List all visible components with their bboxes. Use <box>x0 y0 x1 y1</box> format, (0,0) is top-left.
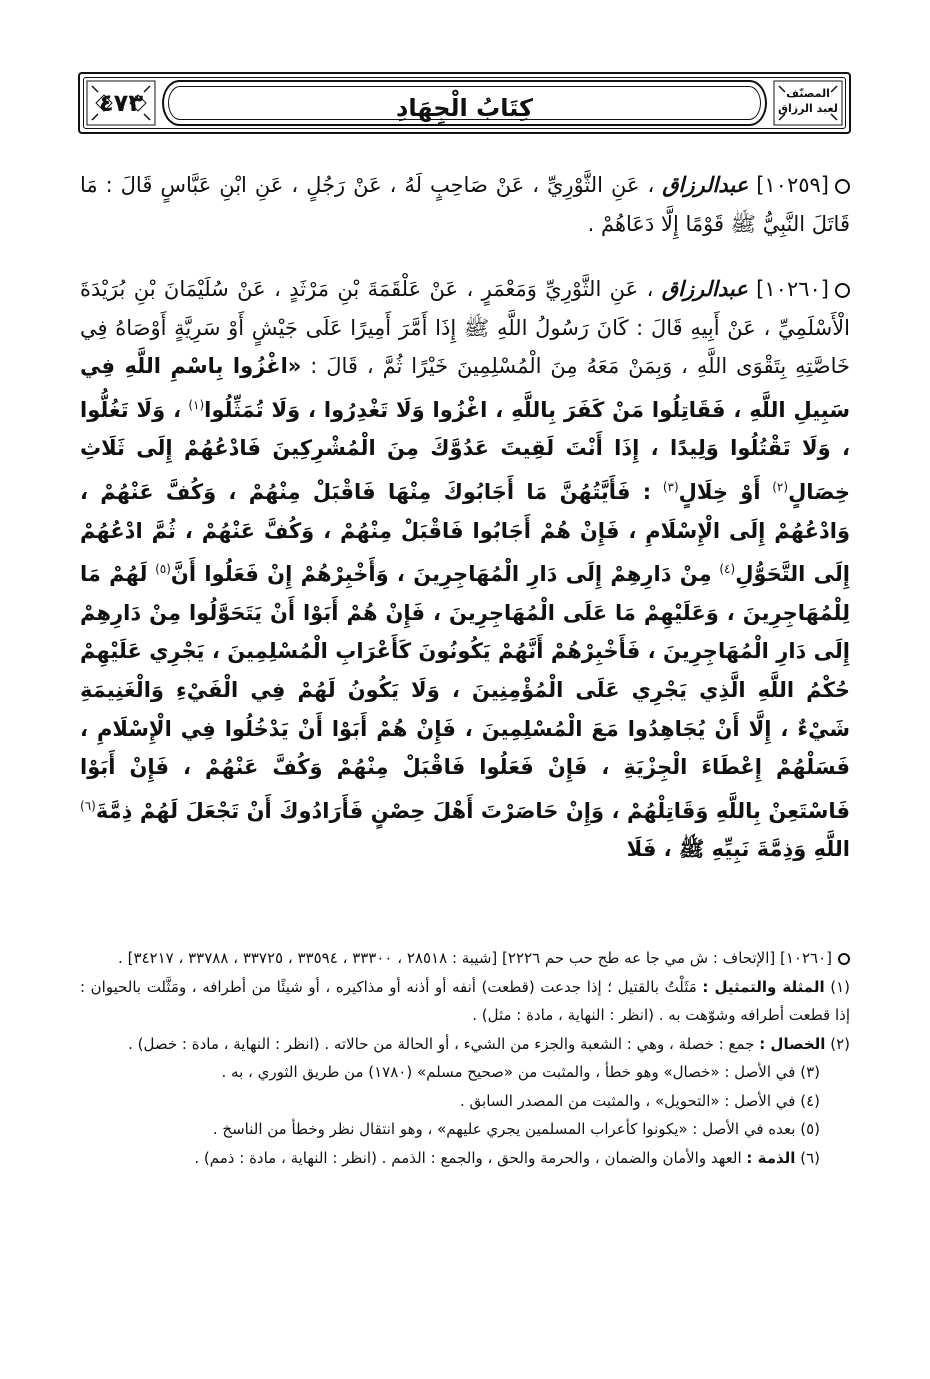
hadith-entry-10259 <box>80 166 850 243</box>
page-header <box>78 72 851 134</box>
footnote-5: (٥) بعده في الأصل : «يكونوا كأعراب المسلمين يجري عليهم» ، وهو انتقال نظر وخطأ من الناسخ . <box>212 1120 820 1138</box>
book-seal <box>773 80 843 126</box>
hadith-text: أَوْ خِلَالٍ <box>678 479 761 504</box>
entry-number: [١٠٢٦٠] <box>756 277 829 301</box>
seal-line-1: المصنّف <box>786 87 830 100</box>
footnote-ref: (٦) <box>80 798 96 813</box>
footnote-ref: (٢) <box>772 479 789 494</box>
hadith-text: اللَّهِ وَذِمَّةَ نَبِيِّهِ ﷺ ، فَلَا <box>626 837 850 862</box>
entry-author: عبدالرزاق <box>661 277 748 301</box>
page-number-box <box>86 80 156 126</box>
entry-number: [١٠٢٥٩] <box>756 173 829 197</box>
footnote-ref: (٤) <box>719 562 736 577</box>
footnote-1: (١) المثلة والتمثيل : مَثَلْتُ بالقتيل ؛ إذا جدعت (قطعت) أنفه أو أذنه أو مذاكيره ، أو شيئًا من أطرافه ، ومَثَّلت بالحيوان : إذا قطعت أطرافه وشوّهت به . (انظر : النهاية ، مادة : مثل) . <box>80 977 850 1024</box>
hadith-text: مِنْ دَارِهِمْ إِلَى دَارِ الْمُهَاجِرِينَ ، وَأَخْبِرْهُمْ إِنْ فَعَلُوا أَنَّ <box>170 562 712 587</box>
entry-author: عبدالرزاق <box>662 173 749 197</box>
seal-line-2: لعبد الرزاق <box>778 102 838 115</box>
entry-text: ، عَنِ الثَّوْرِيِّ ، عَنْ صَاحِبٍ لَهُ ، عَنْ رَجُلٍ ، عَنِ ابْنِ عَبَّاسٍ قَالَ : مَا قَاتَلَ النَّبِيُّ ﷺ قَوْمًا إِلَّا دَعَاهُمْ . <box>80 173 850 236</box>
footnote-ref: (١) <box>188 397 205 412</box>
source-note <box>80 944 850 973</box>
footnotes <box>80 944 850 1172</box>
page-number: ٤٧٣ <box>99 89 143 117</box>
running-head: كِتَابُ الْجِهَادِ <box>396 94 533 122</box>
entry-marker-icon <box>835 179 850 194</box>
entry-isnad: ، عَنِ الثَّوْرِيِّ وَمَعْمَرٍ ، عَنْ عَلْقَمَةَ بْنِ مَرْثَدٍ ، عَنْ سُلَيْمَانَ بْنِ بُرَيْدَةَ الْأَسْلَمِيِّ ، عَنْ أَبِيهِ قَالَ : كَانَ رَسُولُ اللَّهِ ﷺ إِذَا أَمَّرَ أَمِيرًا عَلَى جَيْشٍ أَوْ سَرِيَّةٍ أَوْصَاهُ فِي خَاصَّتِهِ بِتَقْوَى اللَّهِ ، وَبِمَنْ مَعَهُ مِنَ الْمُسْلِمِينَ خَيْرًا ثُمَّ ، قَالَ : <box>80 277 850 379</box>
footnote-ref: (٥) <box>155 562 171 577</box>
source-marker-icon <box>838 953 850 965</box>
title-cartouche <box>162 80 767 126</box>
footnote-6: (٦) الذمة : العهد والأمان والضمان ، والحرمة والحق ، والجمع : الذمم . (انظر : النهاية ، مادة : ذمم) . <box>194 1148 820 1167</box>
hadith-text: «اغْزُوا بِاسْمِ اللَّهِ فِي سَبِيلِ اللَّهِ ، فَقَاتِلُوا مَنْ كَفَرَ بِاللَّهِ ، اغْزُوا وَلَا تَغْدِرُوا ، وَلَا تُمَثِّلُوا <box>80 354 850 422</box>
hadith-text: لَهُمْ مَا لِلْمُهَاجِرِينَ ، وَعَلَيْهِمْ مَا عَلَى الْمُهَاجِرِينَ ، فَإِنْ هُمْ أَبَوْا أَنْ يَتَحَوَّلُوا مِنْ دَارِهِمْ إِلَى دَارِ الْمُهَاجِرِينَ ، فَأَخْبِرْهُمْ أَنَّهُمْ يَكُونُونَ كَأَعْرَابِ الْمُسْلِمِينَ ، يَجْرِي عَلَيْهِمْ حُكْمُ اللَّهِ الَّذِي يَجْرِي عَلَى الْمُؤْمِنِينَ ، وَلَا يَكُونُ لَهُمْ فِي الْفَيْءِ وَالْغَنِيمَةِ شَيْءٌ ، إِلَّا أَنْ يُجَاهِدُوا مَعَ الْمُسْلِمِينَ ، فَإِنْ هُمْ أَبَوْا أَنْ يَدْخُلُوا فِي الْإِسْلَامِ ، فَسَلْهُمْ إِعْطَاءَ الْجِزْيَةِ ، فَإِنْ فَعَلُوا فَاقْبَلْ مِنْهُمْ وَكُفَّ عَنْهُمْ ، فَإِنْ أَبَوْا فَاسْتَعِنْ بِاللَّهِ وَقَاتِلْهُمْ ، وَإِنْ حَاصَرْتَ أَهْلَ حِصْنٍ فَأَرَادُوكَ أَنْ تَجْعَلَ لَهُمْ ذِمَّةَ <box>80 562 850 823</box>
footnote-4: (٤) في الأصل : «التحويل» ، والمثبت من المصدر السابق . <box>459 1091 820 1110</box>
source-references: [١٠٢٦٠] [الإتحاف : ش مي جا عه طح حب حم ٢٢٢٦] [شيبة : ٢٨٥١٨ ، ٣٣٣٠٠ ، ٣٣٥٩٤ ، ٣٣٧٢٥ ، ٣٣٧٨٨ ، ٣٤٢١٧] . <box>118 949 832 967</box>
hadith-text: : فَأَيَّتُهُنَّ مَا أَجَابُوكَ مِنْهَا فَاقْبَلْ مِنْهُمْ ، وَكُفَّ عَنْهُمْ ، وَادْعُهُمْ إِلَى الْإِسْلَامِ ، فَإِنْ هُمْ أَجَابُوا فَاقْبَلْ مِنْهُمْ ، وَكُفَّ عَنْهُمْ ، ثُمَّ ادْعُهُمْ إِلَى التَّحَوُّلِ <box>80 479 850 587</box>
footnote-3: (٣) في الأصل : «خصال» وهو خطأ ، والمثبت من «صحيح مسلم» (١٧٨٠) من طريق الثوري ، به . <box>221 1063 820 1081</box>
footnote-2: (٢) الخصال : جمع : خصلة ، وهي : الشعبة والجزء من الشيء ، أو الحالة من حالاته . (انظر : النهاية ، مادة : خصل) . <box>128 1034 850 1053</box>
footnote-ref: (٣) <box>662 479 679 494</box>
hadith-entry-10260 <box>80 270 850 869</box>
hadith-text: ، وَلَا تَغُلُّوا ، وَلَا تَقْتُلُوا وَلِيدًا ، إِذَا أَنْتَ لَقِيتَ عَدُوَّكَ مِنَ الْمُشْرِكِينَ فَادْعُهُمْ إِلَى ثَلَاثِ خِصَالٍ <box>80 397 850 504</box>
entry-marker-icon <box>835 283 850 298</box>
